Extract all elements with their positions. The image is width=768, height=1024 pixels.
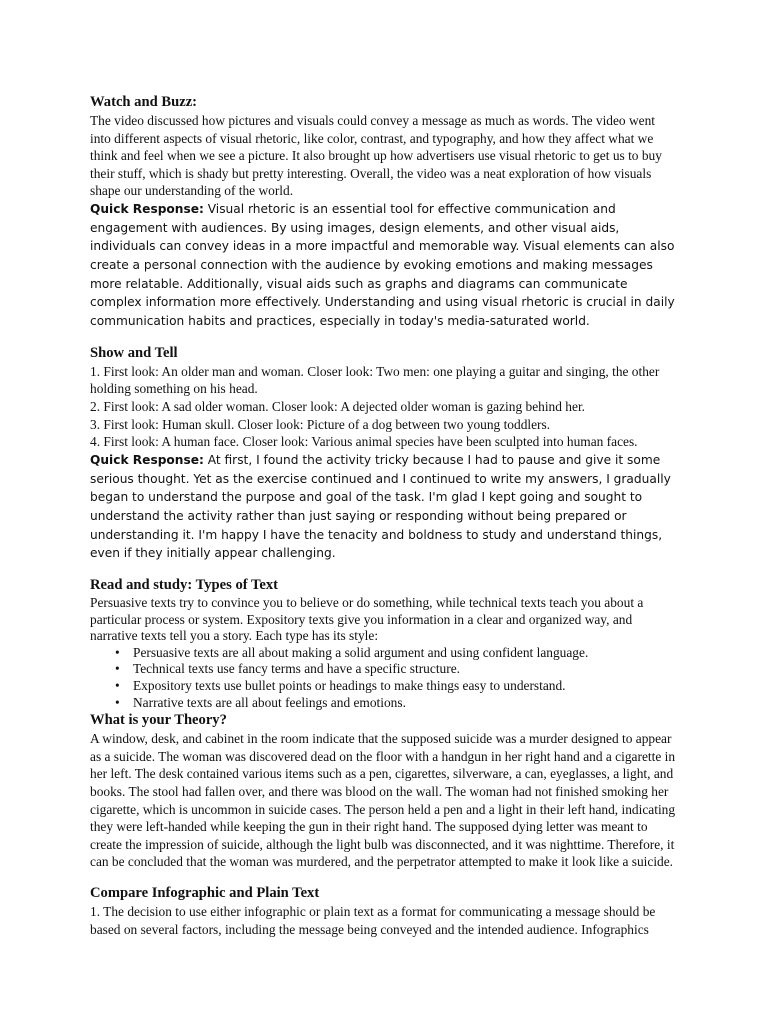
section-read-and-study	[90, 576, 678, 711]
section-watch-and-buzz	[90, 93, 678, 331]
list-item: 1. First look: An older man and woman. Closer look: Two men: one playing a guitar and singing, the other holding something on his head.	[90, 363, 660, 397]
quick-response-label: Quick Response:	[90, 452, 204, 467]
quick-response	[90, 200, 678, 331]
section-body: A window, desk, and cabinet in the room indicate that the supposed suicide was a murder designed to appear as a suicide. The woman was discovered dead on the floor with a handgun in her right hand and a cigarette in her left. The desk contained various items such as a pen, cigarettes, silverware, a can, eyeglasses, a light, and books. The stool had fallen over, and there was blood on the wall. The woman had not finished smoking her cigarette, which is uncommon in suicide cases. The person held a pen and a light in their left hand, indicating they were left-handed while keeping the gun in their right hand. The supposed dying letter was meant to create the impression of suicide, although the light bulb was disconnected, and it was nighttime. Therefore, it can be concluded that the woman was murdered, and the perpetrator attempted to make it look like a suicide.	[90, 731, 676, 870]
document-page	[90, 93, 678, 938]
section-heading: What is your Theory?	[90, 712, 227, 729]
list-item: 3. First look: Human skull. Closer look: Picture of a dog between two young toddlers.	[90, 416, 551, 432]
bullet-item: • Expository texts use bullet points or headings to make things easy to understand.	[133, 678, 678, 695]
section-theory	[90, 711, 678, 871]
quick-response-text: Visual rhetoric is an essential tool for effective communication and engagement with audiences. By using images, design elements, and other visual aids, individuals can convey ideas in a more impactful and memorable way. Visual elements can also create a personal connection with the audience by evoking emotions and making messages more relatable. Additionally, visual aids such as graphs and diagrams can communicate complex information more effectively. Understanding and using visual rhetoric is crucial in daily communication habits and practices, especially in today's media-saturated world.	[90, 201, 675, 329]
section-heading: Show and Tell	[90, 344, 178, 361]
quick-response-text: At first, I found the activity tricky because I had to pause and give it some serious thought. Yet as the exercise continued and I continued to write my answers, I gradually began to understand the purpose and goal of the task. I'm glad I kept going and sought to understand the activity rather than just saying or responding without being prepared or understanding it. I'm happy I have the tenacity and boldness to study and understand things, even if they initially appear challenging.	[90, 452, 671, 561]
quick-response-label: Quick Response:	[90, 201, 204, 216]
bullet-item: • Persuasive texts are all about making a solid argument and using confident language.	[133, 645, 678, 662]
section-body: The video discussed how pictures and visuals could convey a message as much as words. The video went into different aspects of visual rhetoric, like color, contrast, and typography, and how they affect what we think and feel when we see a picture. It also brought up how advertisers use visual rhetoric to get us to buy their stuff, which is shady but pretty interesting. Overall, the video was a neat exploration of how visuals shape our understanding of the world.	[90, 113, 662, 199]
list-item: 2. First look: A sad older woman. Closer look: A dejected older woman is gazing behind her.	[90, 399, 586, 415]
bullet-item: • Technical texts use fancy terms and have a specific structure.	[133, 661, 678, 678]
section-body: Persuasive texts try to convince you to believe or do something, while technical texts teach you about a particular process or system. Expository texts give you information in a clear and organized way, and narrative texts tell you a story. Each type has its style:	[90, 595, 644, 644]
quick-response	[90, 451, 678, 563]
bullet-item: • Narrative texts are all about feelings and emotions.	[133, 695, 678, 712]
section-heading: Compare Infographic and Plain Text	[90, 884, 320, 901]
section-heading: Watch and Buzz:	[90, 94, 198, 110]
section-compare	[90, 884, 678, 938]
section-body: 1. The decision to use either infographic or plain text as a format for communicating a message should be based on several factors, including the message being conveyed and the intended audience. Infographics	[90, 903, 656, 937]
list-item: 4. First look: A human face. Closer look: Various animal species have been sculpted into human faces.	[90, 434, 638, 450]
section-heading: Read and study: Types of Text	[90, 577, 279, 594]
bullet-list	[90, 645, 678, 711]
section-show-and-tell	[90, 344, 678, 563]
